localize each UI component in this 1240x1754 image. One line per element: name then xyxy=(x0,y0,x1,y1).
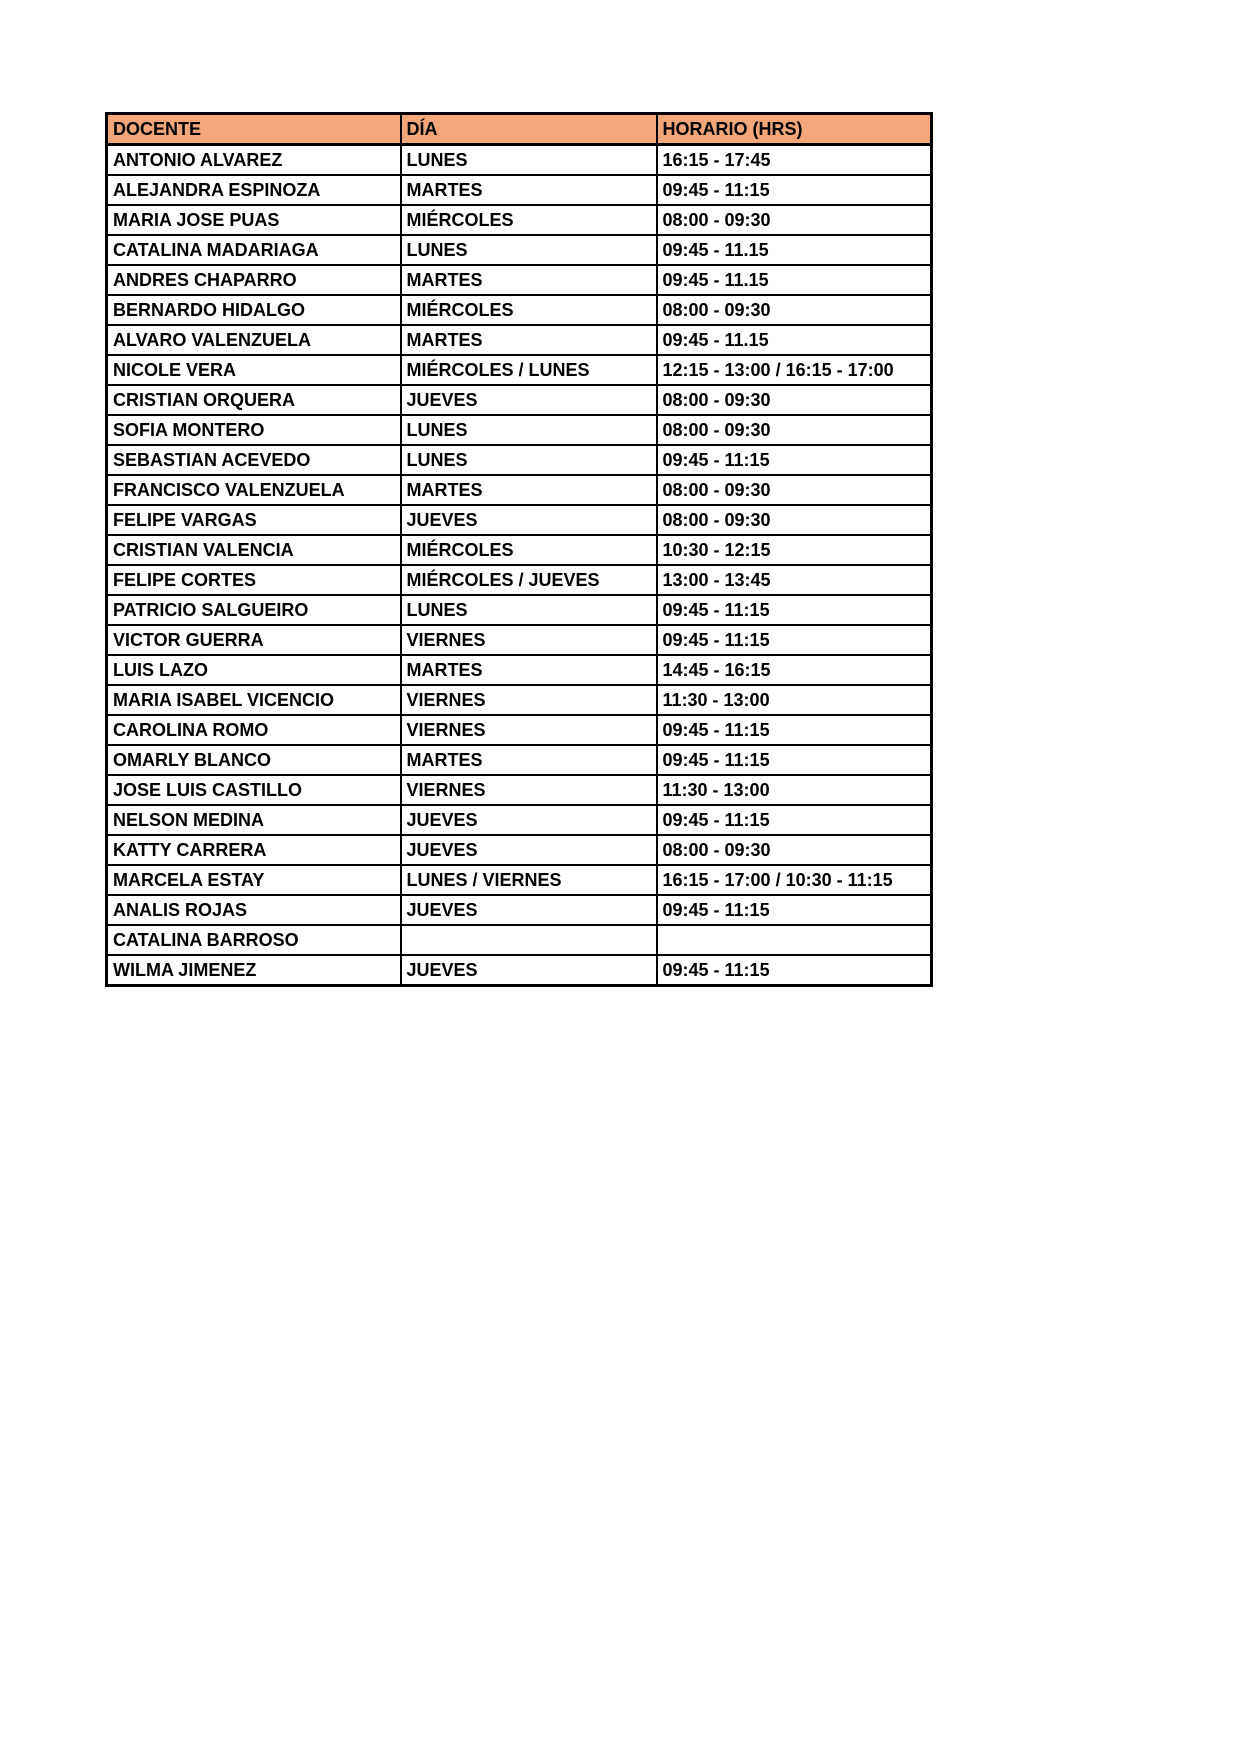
horario-cell: 08:00 - 09:30 xyxy=(657,505,932,535)
horario-cell: 16:15 - 17:00 / 10:30 - 11:15 xyxy=(657,865,932,895)
dia-cell: MARTES xyxy=(401,175,657,205)
dia-cell: MIÉRCOLES / LUNES xyxy=(401,355,657,385)
table-row xyxy=(107,715,932,745)
docente-cell: WILMA JIMENEZ xyxy=(107,955,401,986)
table-row xyxy=(107,445,932,475)
docente-cell: SOFIA MONTERO xyxy=(107,415,401,445)
horario-cell: 14:45 - 16:15 xyxy=(657,655,932,685)
horario-cell xyxy=(657,925,932,955)
horario-cell: 08:00 - 09:30 xyxy=(657,835,932,865)
horario-cell: 09:45 - 11:15 xyxy=(657,175,932,205)
horario-cell: 08:00 - 09:30 xyxy=(657,415,932,445)
horario-cell: 09:45 - 11.15 xyxy=(657,265,932,295)
docente-cell: ALVARO VALENZUELA xyxy=(107,325,401,355)
dia-cell: MARTES xyxy=(401,325,657,355)
horario-cell: 09:45 - 11:15 xyxy=(657,625,932,655)
docente-cell: BERNARDO HIDALGO xyxy=(107,295,401,325)
docente-cell: KATTY CARRERA xyxy=(107,835,401,865)
dia-cell: JUEVES xyxy=(401,805,657,835)
table-row xyxy=(107,835,932,865)
horario-cell: 09:45 - 11.15 xyxy=(657,325,932,355)
horario-cell: 13:00 - 13:45 xyxy=(657,565,932,595)
table-row xyxy=(107,235,932,265)
horario-cell: 12:15 - 13:00 / 16:15 - 17:00 xyxy=(657,355,932,385)
docente-cell: LUIS LAZO xyxy=(107,655,401,685)
horario-cell: 08:00 - 09:30 xyxy=(657,295,932,325)
dia-cell: MARTES xyxy=(401,475,657,505)
horario-cell: 09:45 - 11:15 xyxy=(657,895,932,925)
table-row xyxy=(107,565,932,595)
table-row xyxy=(107,205,932,235)
dia-cell: VIERNES xyxy=(401,775,657,805)
dia-cell: MIÉRCOLES xyxy=(401,535,657,565)
horario-cell: 09:45 - 11:15 xyxy=(657,955,932,986)
table-row xyxy=(107,595,932,625)
table-row xyxy=(107,325,932,355)
horario-cell: 09:45 - 11:15 xyxy=(657,445,932,475)
table-row xyxy=(107,385,932,415)
horario-cell: 09:45 - 11:15 xyxy=(657,805,932,835)
dia-cell: LUNES xyxy=(401,235,657,265)
schedule-table xyxy=(105,112,933,987)
docente-cell: VICTOR GUERRA xyxy=(107,625,401,655)
table-row xyxy=(107,505,932,535)
table-row xyxy=(107,805,932,835)
table-body xyxy=(107,145,932,986)
dia-cell: MIÉRCOLES xyxy=(401,295,657,325)
table-row xyxy=(107,655,932,685)
horario-cell: 09:45 - 11.15 xyxy=(657,235,932,265)
table-header-row xyxy=(107,114,932,145)
dia-cell: JUEVES xyxy=(401,835,657,865)
docente-cell: ANDRES CHAPARRO xyxy=(107,265,401,295)
horario-cell: 16:15 - 17:45 xyxy=(657,145,932,176)
docente-cell: CRISTIAN ORQUERA xyxy=(107,385,401,415)
docente-cell: NICOLE VERA xyxy=(107,355,401,385)
dia-cell: LUNES / VIERNES xyxy=(401,865,657,895)
docente-cell: SEBASTIAN ACEVEDO xyxy=(107,445,401,475)
dia-cell: JUEVES xyxy=(401,385,657,415)
table-row xyxy=(107,175,932,205)
docente-cell: ANTONIO ALVAREZ xyxy=(107,145,401,176)
table-row xyxy=(107,355,932,385)
dia-cell: VIERNES xyxy=(401,625,657,655)
column-header-horario: HORARIO (HRS) xyxy=(657,114,932,145)
horario-cell: 10:30 - 12:15 xyxy=(657,535,932,565)
table-row xyxy=(107,955,932,986)
dia-cell: LUNES xyxy=(401,415,657,445)
table-row xyxy=(107,925,932,955)
docente-cell: CAROLINA ROMO xyxy=(107,715,401,745)
docente-cell: PATRICIO SALGUEIRO xyxy=(107,595,401,625)
dia-cell: JUEVES xyxy=(401,955,657,986)
table-row xyxy=(107,475,932,505)
docente-cell: FELIPE VARGAS xyxy=(107,505,401,535)
dia-cell: MIÉRCOLES / JUEVES xyxy=(401,565,657,595)
docente-cell: FELIPE CORTES xyxy=(107,565,401,595)
table-row xyxy=(107,745,932,775)
table-row xyxy=(107,895,932,925)
dia-cell: MARTES xyxy=(401,655,657,685)
horario-cell: 11:30 - 13:00 xyxy=(657,775,932,805)
dia-cell: JUEVES xyxy=(401,895,657,925)
docente-cell: CATALINA BARROSO xyxy=(107,925,401,955)
docente-cell: JOSE LUIS CASTILLO xyxy=(107,775,401,805)
dia-cell: JUEVES xyxy=(401,505,657,535)
horario-cell: 08:00 - 09:30 xyxy=(657,205,932,235)
dia-cell: MARTES xyxy=(401,745,657,775)
docente-cell: CATALINA MADARIAGA xyxy=(107,235,401,265)
dia-cell xyxy=(401,925,657,955)
table-row xyxy=(107,145,932,176)
dia-cell: VIERNES xyxy=(401,685,657,715)
dia-cell: MIÉRCOLES xyxy=(401,205,657,235)
dia-cell: VIERNES xyxy=(401,715,657,745)
column-header-dia: DÍA xyxy=(401,114,657,145)
horario-cell: 11:30 - 13:00 xyxy=(657,685,932,715)
docente-cell: MARIA ISABEL VICENCIO xyxy=(107,685,401,715)
horario-cell: 09:45 - 11:15 xyxy=(657,595,932,625)
docente-cell: OMARLY BLANCO xyxy=(107,745,401,775)
docente-cell: NELSON MEDINA xyxy=(107,805,401,835)
horario-cell: 08:00 - 09:30 xyxy=(657,385,932,415)
table-row xyxy=(107,265,932,295)
docente-cell: FRANCISCO VALENZUELA xyxy=(107,475,401,505)
table-row xyxy=(107,295,932,325)
horario-cell: 09:45 - 11:15 xyxy=(657,715,932,745)
table-row xyxy=(107,775,932,805)
docente-cell: CRISTIAN VALENCIA xyxy=(107,535,401,565)
dia-cell: LUNES xyxy=(401,445,657,475)
dia-cell: LUNES xyxy=(401,595,657,625)
docente-cell: ANALIS ROJAS xyxy=(107,895,401,925)
table-row xyxy=(107,865,932,895)
table-row xyxy=(107,625,932,655)
table-header xyxy=(107,114,932,145)
dia-cell: MARTES xyxy=(401,265,657,295)
dia-cell: LUNES xyxy=(401,145,657,176)
horario-cell: 08:00 - 09:30 xyxy=(657,475,932,505)
table-row xyxy=(107,535,932,565)
docente-cell: MARIA JOSE PUAS xyxy=(107,205,401,235)
table-row xyxy=(107,685,932,715)
column-header-docente: DOCENTE xyxy=(107,114,401,145)
docente-cell: ALEJANDRA ESPINOZA xyxy=(107,175,401,205)
table-row xyxy=(107,415,932,445)
docente-cell: MARCELA ESTAY xyxy=(107,865,401,895)
horario-cell: 09:45 - 11:15 xyxy=(657,745,932,775)
